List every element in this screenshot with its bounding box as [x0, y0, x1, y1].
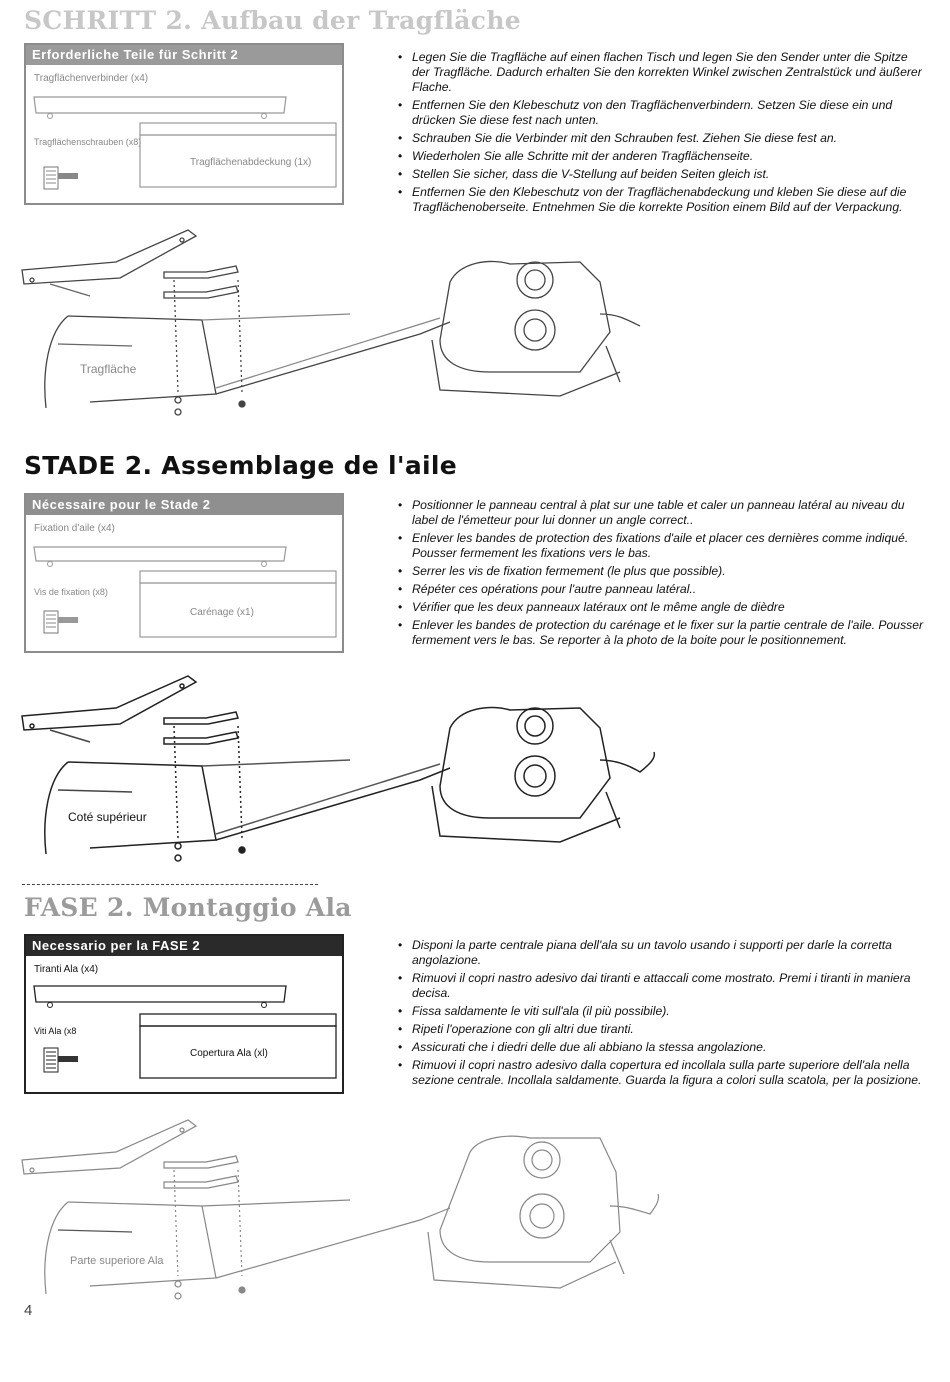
wing-illustration-it: [20, 1112, 660, 1312]
parts-box-it: [24, 934, 344, 1094]
instruction-item: • Disponi la parte centrale piana dell'ala su un tavolo usando i supporti per darle la corretta angolazione.: [396, 938, 926, 968]
instruction-item: • Entfernen Sie den Klebeschutz von der Tragflächenabdeckung und kleben Sie diese auf die Tragflächenoberseite. Entnehmen Sie die korrekte Position einem Bild auf der Verpackung.: [396, 185, 926, 215]
instruction-list-de: [396, 50, 926, 218]
instruction-item: • Schrauben Sie die Verbinder mit den Schrauben fest. Ziehen Sie diese fest an.: [396, 131, 926, 146]
instruction-item: • Ripeti l'operazione con gli altri due tiranti.: [396, 1022, 926, 1037]
parts-label-screws-it: Viti Ala (x8: [34, 1026, 77, 1036]
parts-label-cover-fr: Carénage (x1): [190, 607, 254, 618]
instruction-item: • Rimuovi il copri nastro adesivo dalla copertura ed incollala sulla parte superiore dell'ala nella sezione centrale. Incollala saldamente. Guarda la figura a colori sulla scatola, per la posizione.: [396, 1058, 926, 1088]
section-title-it: FASE 2. Montaggio Ala: [24, 893, 352, 922]
parts-label-screws-fr: Vis de fixation (x8): [34, 587, 108, 597]
section-title-de: SCHRITT 2. Aufbau der Tragfläche: [24, 6, 522, 35]
parts-header-it: Necessario per la FASE 2: [26, 936, 342, 956]
section-divider: [22, 884, 318, 885]
instruction-item: • Wiederholen Sie alle Schritte mit der anderen Tragflächenseite.: [396, 149, 926, 164]
instruction-list-it: [396, 938, 926, 1091]
instruction-item: • Fissa saldamente le viti sull'ala (il più possibile).: [396, 1004, 926, 1019]
page-number: 4: [24, 1302, 33, 1319]
instruction-list-fr: [396, 498, 926, 651]
parts-box-de: [24, 43, 344, 205]
instruction-item: • Assicurati che i diedri delle due ali abbiano la stessa angolazione.: [396, 1040, 926, 1055]
instruction-item: • Legen Sie die Tragfläche auf einen flachen Tisch und legen Sie den Sender unter die Spitze der Tragfläche. Dadurch erhalten Sie den korrekten Winkel zwischen Zentralstück und äußerer Flache.: [396, 50, 926, 95]
wing-assembly-drawing: [20, 668, 660, 878]
instruction-item: • Rimuovi il copri nastro adesivo dai tiranti e attaccali come mostrato. Premi i tiranti in maniera decisa.: [396, 971, 926, 1001]
parts-label-connector-fr: Fixation d'aile (x4): [34, 523, 115, 534]
wing-illustration-de: [20, 222, 660, 432]
parts-label-connector-de: Tragflächenverbinder (x4): [34, 73, 149, 84]
parts-label-connector-it: Tiranti Ala (x4): [34, 964, 99, 975]
parts-label-screws-de: Tragflächenschrauben (x8): [34, 137, 142, 147]
instruction-item: • Entfernen Sie den Klebeschutz von den Tragflächenverbindern. Setzen Sie diese ein und drücken Sie diese fest nach unten.: [396, 98, 926, 128]
wing-assembly-drawing: [20, 222, 660, 432]
wing-illustration-fr: [20, 668, 660, 878]
instruction-item: • Enlever les bandes de protection du carénage et le fixer sur la partie centrale de l'aile. Pousser fermement vers le bas. Se reporter à la photo de la boite pour le positionnement.: [396, 618, 926, 648]
parts-box-fr: [24, 493, 344, 653]
instruction-item: • Serrer les vis de fixation fermement (le plus que possible).: [396, 564, 926, 579]
instruction-item: • Enlever les bandes de protection des fixations d'aile et placer ces dernières comme indiqué. Pousser fermement les fixations vers le bas.: [396, 531, 926, 561]
section-title-fr: STADE 2. Assemblage de l'aile: [24, 451, 458, 480]
wing-label-de: Tragfläche: [80, 362, 137, 376]
parts-header-fr: Nécessaire pour le Stade 2: [26, 495, 342, 515]
instruction-item: • Stellen Sie sicher, dass die V-Stellung auf beiden Seiten gleich ist.: [396, 167, 926, 182]
parts-label-cover-de: Tragflächenabdeckung (1x): [190, 157, 312, 168]
instruction-item: • Positionner le panneau central à plat sur une table et caler un panneau latéral au niveau du label de l'émetteur pour lui donner un angle correct..: [396, 498, 926, 528]
wing-assembly-drawing: [20, 1112, 660, 1312]
parts-drawing-de: [26, 45, 346, 207]
parts-drawing-fr: [26, 495, 346, 655]
parts-drawing-it: [26, 936, 346, 1096]
wing-label-fr: Coté supérieur: [68, 810, 147, 824]
instruction-item: • Répéter ces opérations pour l'autre panneau latéral..: [396, 582, 926, 597]
wing-label-it: Parte superiore Ala: [70, 1255, 164, 1267]
instruction-item: • Vérifier que les deux panneaux latéraux ont le même angle de dièdre: [396, 600, 926, 615]
parts-label-cover-it: Copertura Ala (xl): [190, 1048, 268, 1059]
parts-header-de: Erforderliche Teile für Schritt 2: [26, 45, 342, 65]
